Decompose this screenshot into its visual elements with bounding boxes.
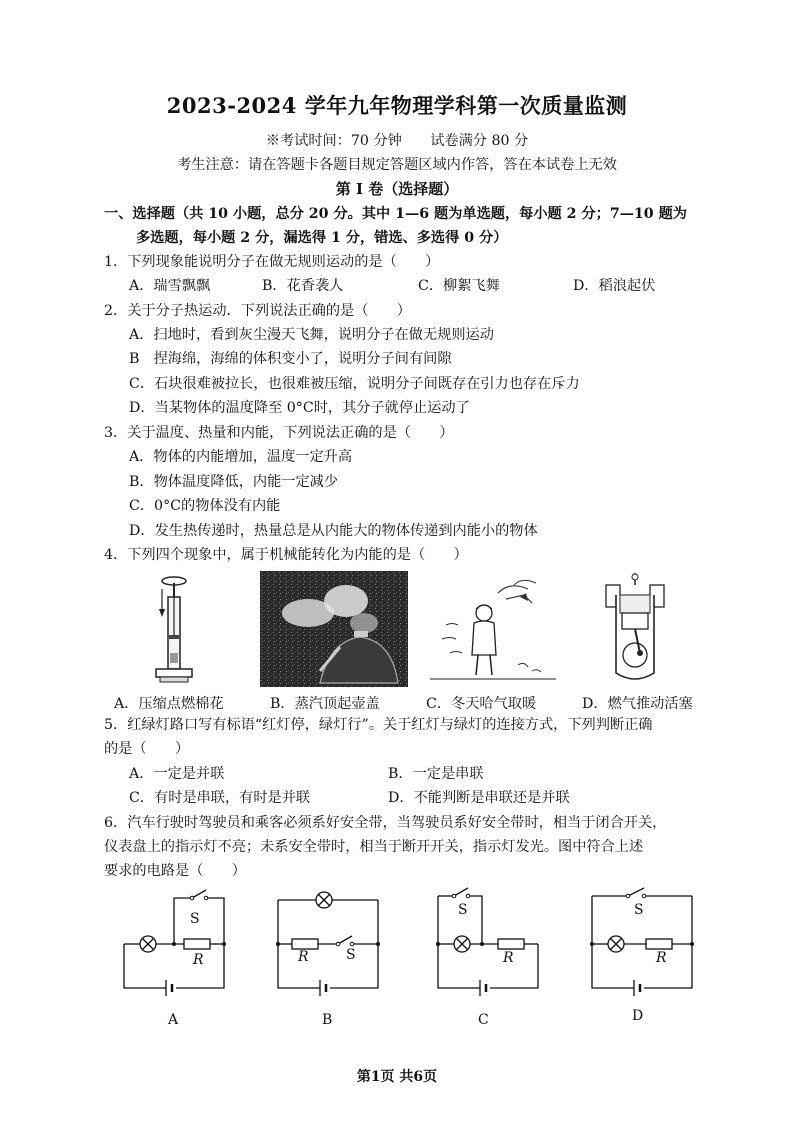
picture-engine-piston [600, 573, 670, 685]
exam-notice: 考生注意：请在答题卡各题目规定答题区域内作答，答在本试卷上无效 [177, 157, 617, 173]
q3-option-b: B．物体温度降低，内能一定减少 [129, 474, 339, 490]
section-heading-line1: 一、选择题（共 10 小题，总分 20 分。其中 1—6 题为单选题，每小题 2 分；7—10 题为 [104, 206, 687, 222]
q2-option-b: B 捏海绵，海绵的体积变小了，说明分子间有间隙 [129, 351, 452, 367]
circuit-a [120, 888, 230, 1000]
volume-heading: 第 I 卷（选择题） [335, 180, 459, 198]
q1-option-b: B．花香袭人 [262, 278, 344, 294]
circuit-a-label: A [168, 1012, 179, 1028]
q3-option-d: D．发生热传递时，热量总是从内能大的物体传递到内能小的物体 [129, 523, 538, 539]
q5-option-b: B．一定是串联 [388, 766, 484, 782]
circuit-a-switch-label: S [190, 911, 200, 927]
q5-stem-line1: 5．红绿灯路口写有标语“红灯停，绿灯行”。关于红灯与绿灯的连接方式，下列判断正确 [104, 717, 653, 733]
circuit-d-label: D [632, 1008, 644, 1024]
q2-stem: 2．关于分子热运动．下列说法正确的是（ ） [104, 303, 411, 319]
picture-breathing-warm [428, 573, 558, 685]
circuit-b-label: B [322, 1012, 333, 1028]
q5-option-c: C．有时是串联，有时是并联 [129, 790, 311, 806]
circuit-a-resistor-label: R [193, 952, 204, 968]
q6-stem-line1: 6．汽车行驶时驾驶员和乘客必须系好安全带，当驾驶员系好安全带时，相当于闭合开关， [104, 815, 667, 831]
q4-caption-c: C．冬天哈气取暖 [426, 696, 537, 712]
circuit-c-resistor-label: R [503, 950, 514, 966]
q5-option-d: D．不能判断是串联还是并联 [388, 790, 570, 806]
circuit-c-label: C [478, 1012, 489, 1028]
q3-option-a: A．物体的内能增加，温度一定升高 [129, 449, 353, 465]
exam-info: ※考试时间：70 分钟 试卷满分 80 分 [265, 133, 529, 149]
q1-option-c: C．柳絮飞舞 [418, 278, 500, 294]
q3-stem: 3．关于温度、热量和内能，下列说法正确的是（ ） [104, 425, 454, 441]
q6-stem-line3: 要求的电路是（ ） [104, 863, 246, 879]
q4-caption-d: D．燃气推动活塞 [582, 696, 693, 712]
q4-stem: 4．下列四个现象中，属于机械能转化为内能的是（ ） [104, 547, 468, 563]
circuit-b-resistor-label: R [298, 949, 309, 965]
q1-stem: 1．下列现象能说明分子在做无规则运动的是（ ） [104, 254, 440, 270]
circuit-b-switch-label: S [346, 947, 356, 963]
page-footer: 第1页 共6页 [356, 1069, 438, 1085]
circuit-c [434, 888, 544, 1000]
q2-option-a: A．扫地时，看到灰尘漫天飞舞，说明分子在做无规则运动 [129, 327, 494, 343]
circuit-c-switch-label: S [458, 902, 468, 918]
page-title: 2023-2024 学年九年物理学科第一次质量监测 [166, 93, 628, 118]
q2-option-d: D．当某物体的温度降至 0°C时，其分子就停止运动了 [129, 400, 470, 416]
section-heading-line2: 多选题，每小题 2 分，漏选得 1 分，错选、多选得 0 分） [136, 230, 508, 246]
circuit-b [274, 888, 384, 1000]
circuit-d-switch-label: S [634, 902, 644, 918]
q2-option-c: C．石块很难被拉长，也很难被压缩，说明分子间既存在引力也存在斥力 [129, 376, 580, 392]
q4-caption-b: B．蒸汽顶起壶盖 [270, 696, 380, 712]
q6-stem-line2: 仪表盘上的指示灯不亮；未系安全带时，相当于断开开关，指示灯发光。图中符合上述 [104, 839, 644, 855]
q3-option-c: C．0°C的物体没有内能 [129, 498, 281, 514]
q5-option-a: A．一定是并联 [129, 766, 225, 782]
picture-compression-tube [140, 573, 200, 685]
picture-steam-kettle [260, 571, 408, 687]
q4-caption-a: A．压缩点燃棉花 [114, 696, 224, 712]
q5-stem-line2: 的是（ ） [104, 741, 190, 757]
q1-option-a: A．瑞雪飘飘 [129, 278, 211, 294]
circuit-d-resistor-label: R [656, 950, 667, 966]
q1-option-d: D．稻浪起伏 [573, 278, 656, 294]
